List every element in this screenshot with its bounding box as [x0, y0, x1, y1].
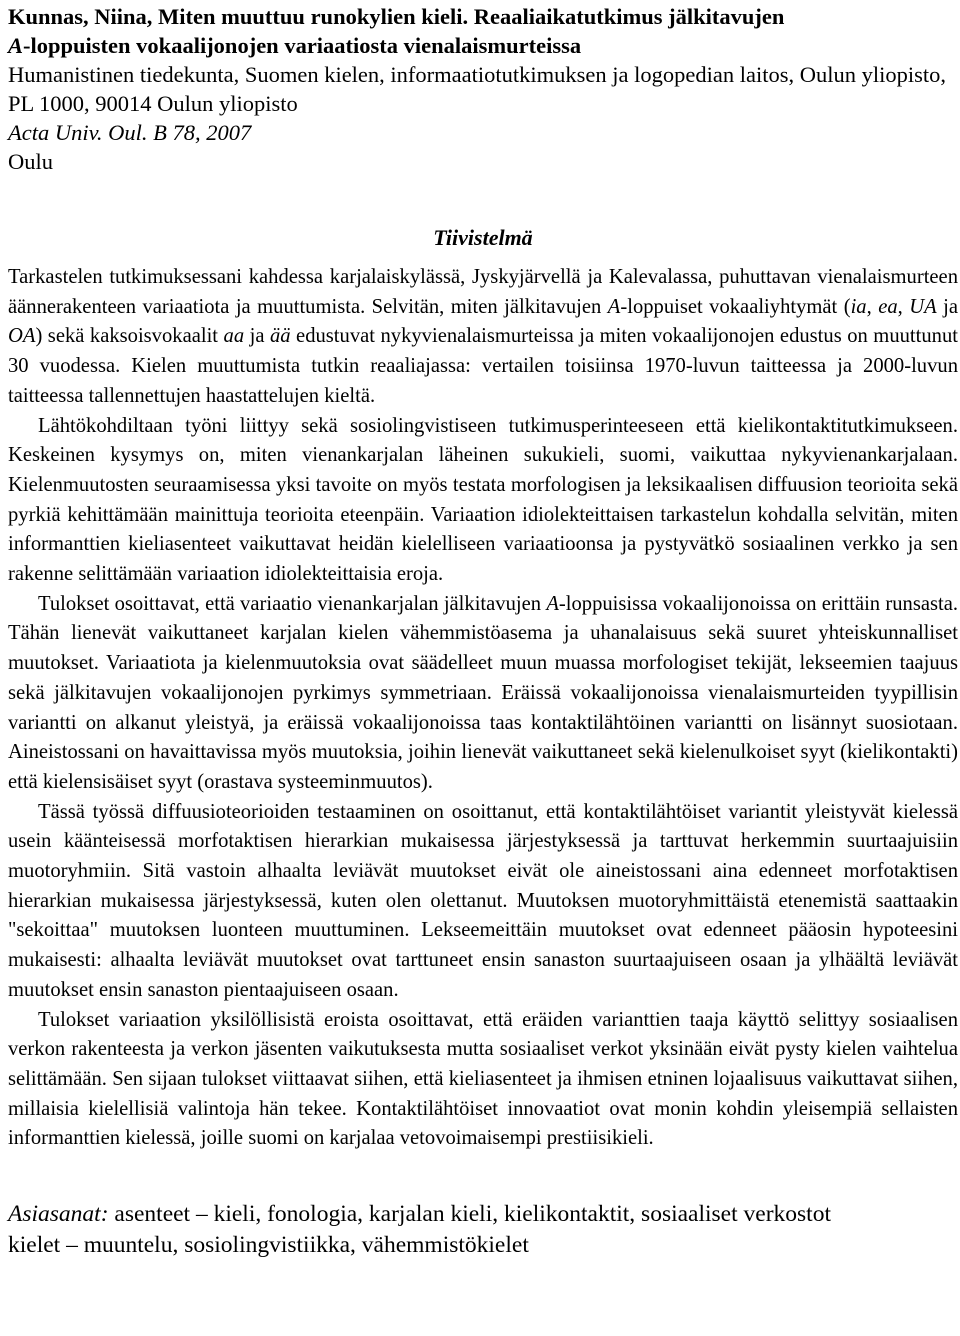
- citation-header: [8, 2, 958, 176]
- p1-italic-aa: aa: [223, 325, 245, 348]
- p1-italic-ia: ia: [850, 295, 867, 318]
- abstract-heading: Tiivistelmä: [433, 225, 533, 250]
- title-italic-a: A: [8, 33, 24, 58]
- abstract-paragraph-1: [8, 263, 958, 412]
- author-title: Kunnas, Niina, Miten muuttuu runokylien kieli.: [8, 4, 469, 29]
- abstract-paragraph-4: Tässä työssä diffuusioteorioiden testaaminen on osoittanut, että kontaktilähtöiset variantit yleistyvät kielessä usein käänteisessä morfotaktisen hierarkian mukaisessa järjestyksessä ja tarttuvat herkemmin suurtaajuisiin muotoryhmiin. Sitä vastoin alhaalta leviävät muutokset eivät ole aineistossani aina edenneet morfotaktisen hierarkian mukaisessa järjestyksessä, kuten olen olettanut. Muutoksen muotoryhmittäistä etenemistä saattaakin "sekoittaa" muutoksen luonteen muuttuminen. Lekseemeittäin muutokset ovat edenneet pääosin hypoteesini mukaisesti: alhaalta leviävät muutokset ovat tarttuneet ensin sanaston suurtaajuiseen osaan ja ylhäältä leviävät muutokset ensin sanaston pientaajuiseen osaan.: [8, 800, 958, 1001]
- p1-text-c: -loppuiset vokaaliyhtymät (: [620, 295, 851, 318]
- citation-title: [8, 2, 958, 60]
- abstract-paragraph-5: Tulokset variaation yksilöllisistä eroista osoittavat, että eräiden varianttien taaja käyttö selittyy sosiaalisen verkon rakenteesta ja verkon jäsenten vaikutuksesta mutta sosiaaliset verkot yksinään eivät pysty kielen vaihtelua selittämään. Sen sijaan tulokset viittaavat siihen, että kieliasenteet ja ihmisen etninen lojaalisuus vaikuttavat siihen, millaisia kielellisiä valintoja hän tekee. Kontaktilähtöiset innovaatiot ovat monin kohdin yleisempiä sellaisten informanttien kielessä, joille suomi on karjalaa vetovoimaisempi prestiisikieli.: [8, 1008, 958, 1150]
- p1-italic-a: A: [607, 295, 621, 318]
- place-line: Oulu: [8, 149, 53, 174]
- title-part-1: Reaaliaikatutkimus jälkitavujen: [468, 4, 785, 29]
- p1-text-m: ja: [244, 325, 270, 348]
- p1-italic-ea: ea: [878, 295, 898, 318]
- document-page: [8, 0, 958, 1261]
- p1-text-o: edustuvat nykyvienalaismurteissa ja miten vokaalijonojen edustus on muuttunut 30 vuodessa. Kielen muuttumista tutkin reaaliajassa: vertailen toisiinsa 1970-luvun taitteessa ja 2000-luvun taitteessa tallennettujen haastattelujen kieltä.: [8, 325, 958, 407]
- p1-text-i: ja: [936, 295, 958, 318]
- series-line: Acta Univ. Oul. B 78, 2007: [8, 120, 252, 145]
- abstract-paragraph-3: [8, 590, 958, 798]
- keywords-line-2: kielet – muuntelu, sosiolingvistiikka, vähemmistökielet: [8, 1232, 529, 1259]
- p3-text-c: -loppuisissa vokaalijonoissa on erittäin runsasta. Tähän lienevät vaikuttaneet karjalan kielen vähemmistöasema ja uhanalaisuus sekä suuret yhteiskunnalliset muutokset. Variaatiota ja kielenmuutoksia ovat säädelleet muun muassa morfologiset tekijät, lekseemien taajuus sekä jälkitavujen vokaalijonojen pyrkimys symmetriaan. Eräissä vokaalijonoissa vienalaismurteiden tyypillisin variantti on alkanut yleistyä, ja eräissä vokaalijonoissa taas kontaktilähtöinen variantti on lisännyt suosiotaan. Aineistossani on havaittavissa myös muutoksia, joihin lienevät vaikuttaneet sekä kielenulkoiset syyt (kielikontakti) että kielensisäiset syyt (orastava systeeminmuutos).: [8, 592, 958, 793]
- keywords-block: [8, 1199, 958, 1261]
- keywords-label: Asiasanat:: [8, 1201, 109, 1228]
- faculty-line: Humanistinen tiedekunta, Suomen kielen, informaatiotutkimuksen ja logopedian laitos, Oulun yliopisto, PL 1000, 90014 Oulun yliopisto: [8, 62, 946, 116]
- p1-text-g: ,: [897, 295, 910, 318]
- p1-text-e: ,: [866, 295, 879, 318]
- p1-text-k: ) sekä kaksoisvokaalit: [35, 325, 224, 348]
- keywords-line-1: asenteet – kieli, fonologia, karjalan kieli, kielikontaktit, sosiaaliset verkostot: [108, 1201, 831, 1228]
- p3-italic-a: A: [546, 592, 559, 615]
- p3-text-a: Tulokset osoittavat, että variaatio vienankarjalan jälkitavujen: [38, 592, 547, 615]
- p1-text-a: Tarkastelen tutkimuksessani kahdessa karjalaiskylässä, Jyskyjärvellä ja Kalevalassa, puhuttavan vienalaismurteen äännerakenteen variaatiota ja muuttumista. Selvitän, miten jälkitavujen: [8, 266, 958, 318]
- p1-italic-oa: OA: [8, 325, 36, 348]
- abstract-body: [8, 263, 958, 1154]
- abstract-paragraph-2: Lähtökohdiltaan työni liittyy sekä sosiolingvistiseen tutkimusperinteeseen että kielikontaktitutkimukseen. Keskeinen kysymys on, miten vienankarjalan läheinen sukukieli, suomi, vaikuttaa nykyvienankarjalaan. Kielenmuutosten seuraamisessa yksi tavoite on myös testata morfologisen ja leksikaalisen diffuusion teorioita sekä pyrkiä kehittämään mainittuja teorioita eteenpäin. Variaation idiolekteittaisen tarkastelun kohdalla selvitän, miten informanttien kieliasenteet vaikuttavat heidän kielelliseen variaatioonsa ja pystyvätkö sosiaalinen verkko ja sen rakenne selittämään variaation idiolekteittaisia eroja.: [8, 414, 958, 586]
- p1-italic-aeae: ää: [269, 325, 291, 348]
- p1-italic-ua: UA: [909, 295, 937, 318]
- title-part-2: -loppuisten vokaalijonojen variaatiosta vienalaismurteissa: [23, 33, 582, 58]
